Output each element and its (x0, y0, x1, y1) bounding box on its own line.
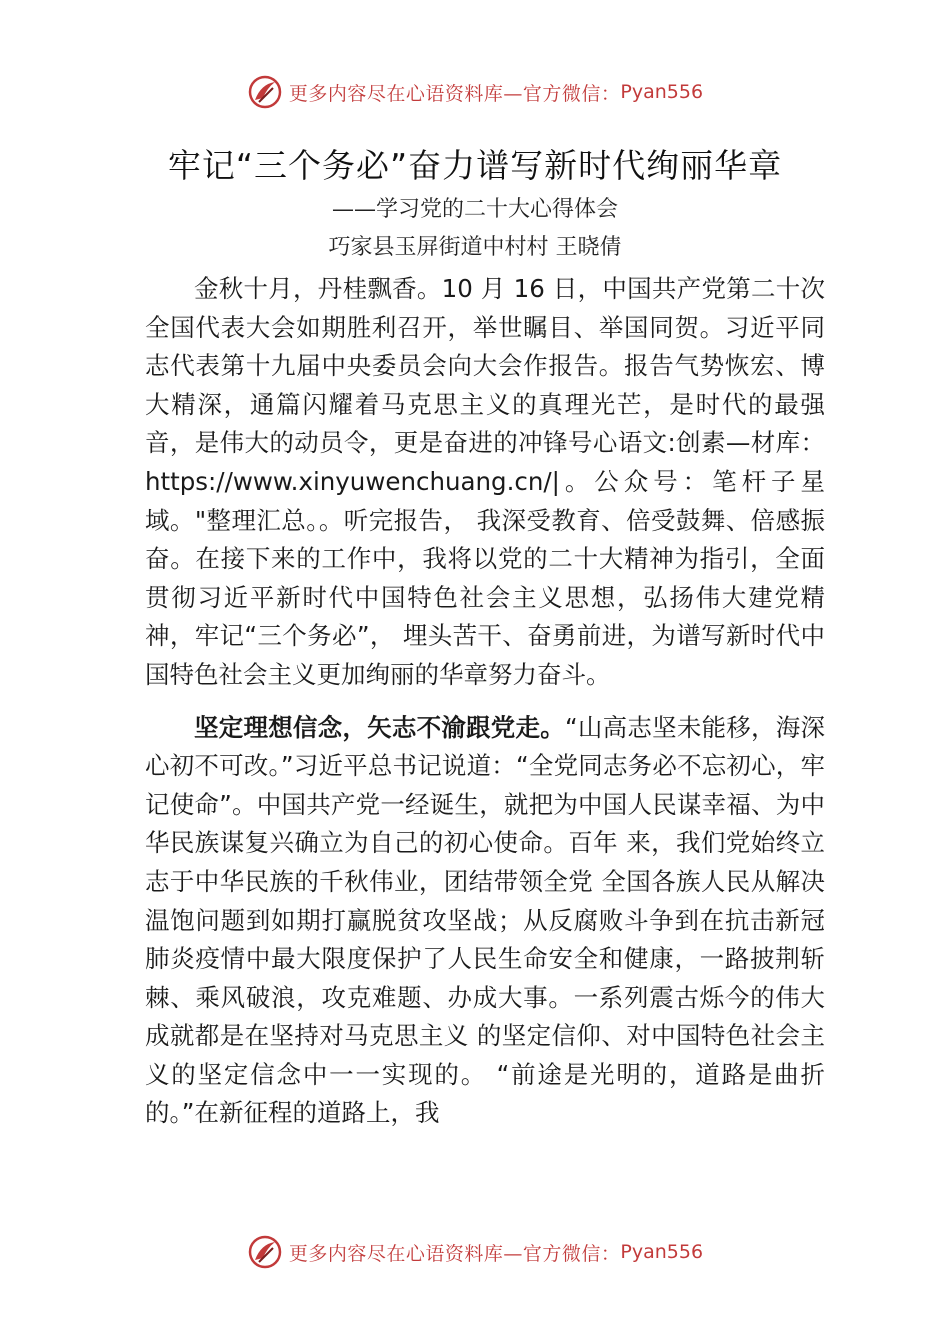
paragraph-2 (145, 709, 825, 1134)
logo-icon (247, 74, 283, 110)
document-body (145, 270, 825, 1133)
paragraph-1: 金秋十月，丹桂飘香。10 月 16 日，中国共产党第二十次全国代表大会如期胜利召开，举世瞩目、举国同贺。习近平同志代表第十九届中央委员会向大会作报告。报告气势恢宏、博大精深，通篇闪耀着马克思主义的真理光芒，是时代的最强音，是伟大的动员令，更是奋进的冲锋号心语文:创素—材库：https://www.xinyuwenchuang.cn/|。公众号：笔杆子星域。"整理汇总。。听完报告， 我深受教育、倍受鼓舞、倍感振奋。在接下来的工作中，我将以党的二十大精神为指引，全面贯彻习近平新时代中国特色社会主义思想，弘扬伟大建党精神，牢记“三个务必”， 埋头苦干、奋勇前进，为谱写新时代中国特色社会主义更加绚丽的华章努力奋斗。 (145, 274, 825, 689)
watermark-text: 更多内容尽在心语资料库—官方微信： (288, 1242, 621, 1265)
logo-icon (247, 1234, 283, 1270)
watermark-text: 更多内容尽在心语资料库—官方微信： (288, 82, 621, 105)
document-author: 巧家县玉屏街道中村村 王晓倩 (328, 235, 622, 260)
paragraph-2-text: “山高志坚未能移，海深心初不可改。”习近平总书记说道：“全党同志务必不忘初心，牢记使命”。中国共产党一经诞生，就把为中国人民谋幸福、为中华民族谋复兴确立为自己的初心使命。百年 来，我们党始终立志于中华民族的千秋伟业，团结带领全党 全国各族人民从解决温饱问题到如期打赢脱贫攻坚战；从反腐败斗争到在抗击新冠肺炎疫情中最大限度保护了人民生命安全和健康，一路披荆斩棘、乘风破浪，攻克难题、办成大事。一系列震古烁今的伟大成就都是在坚持对马克思主义 的坚定信仰、对中国特色社会主义的坚定信念中一一实现的。 “前途是光明的，道路是曲折的。”在新征程的道路上，我 (145, 712, 825, 1128)
watermark-wechat-id: Pyan556 (620, 81, 704, 103)
paragraph-2-heading: 坚定理想信念，矢志不渝跟党走。 (194, 712, 565, 742)
document-subtitle: ——学习党的二十大心得体会 (331, 197, 618, 222)
watermark-header (0, 72, 950, 112)
watermark-footer (0, 1232, 950, 1272)
document-title: 牢记“三个务必”奋力谱写新时代绚丽华章 (167, 146, 783, 185)
watermark-wechat-id: Pyan556 (620, 1241, 704, 1263)
